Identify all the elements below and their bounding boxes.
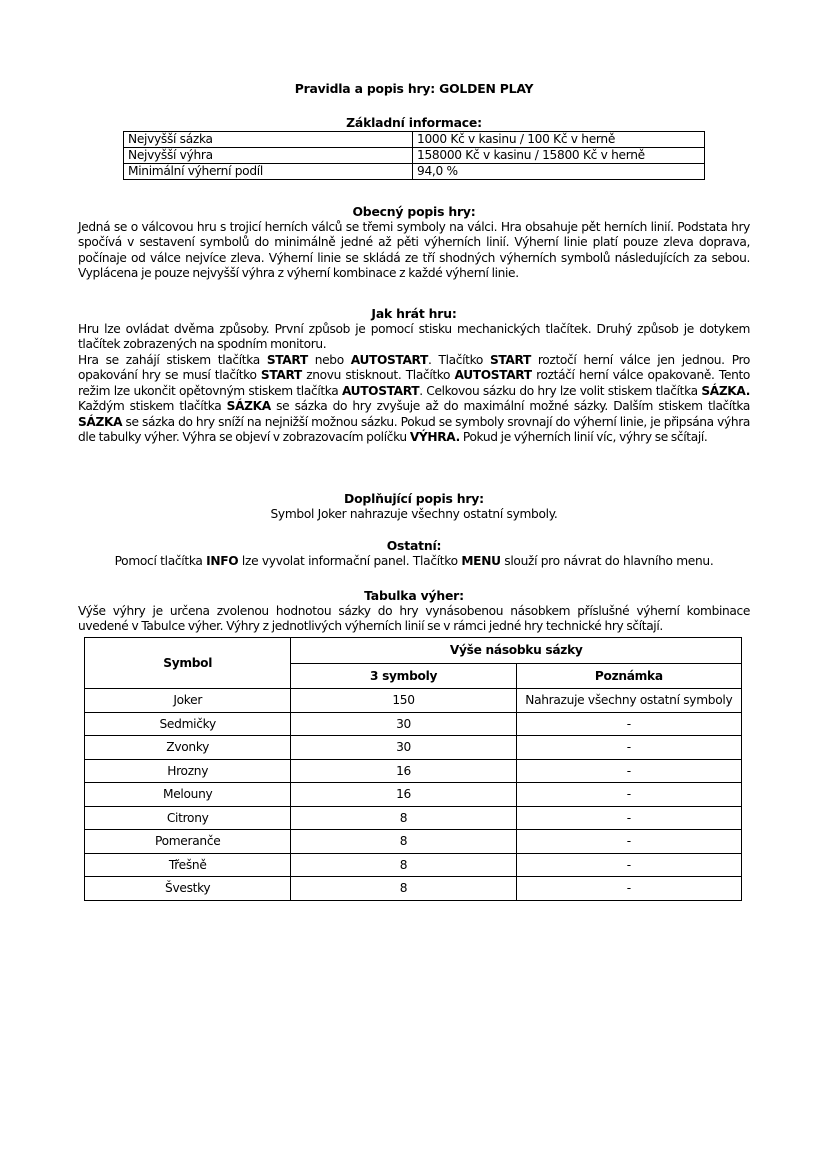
table-row xyxy=(85,736,742,760)
cell-note: - xyxy=(516,783,741,807)
cell-symbol: Švestky xyxy=(85,877,291,901)
basic-info-section xyxy=(78,115,750,180)
paytable-text: Výše výhry je určena zvolenou hodnotou sázky do hry vynásobenou násobkem příslušné výherní kombinace uvedené v Tabulce výher. Výhry z jednotlivých výherních linií se v rámci jedné hry technické hry sčítají. xyxy=(78,603,750,633)
cell-symbol: Sedmičky xyxy=(85,712,291,736)
how-to-play-section xyxy=(78,306,750,446)
cell-symbol: Třešně xyxy=(85,853,291,877)
table-row xyxy=(85,806,742,830)
other-text: Pomocí tlačítka INFO lze vyvolat informační panel. Tlačítko MENU slouží pro návrat do hlavního menu. xyxy=(114,553,714,568)
cell-note: - xyxy=(516,877,741,901)
header-symbol: Symbol xyxy=(85,638,291,689)
supplementary-text: Symbol Joker nahrazuje všechny ostatní symboly. xyxy=(270,506,558,521)
info-label: Nejvyšší sázka xyxy=(124,131,413,147)
cell-symbol: Pomeranče xyxy=(85,830,291,854)
cell-note: - xyxy=(516,736,741,760)
basic-info-heading: Základní informace: xyxy=(346,115,482,130)
cell-note: - xyxy=(516,853,741,877)
table-row xyxy=(85,830,742,854)
cell-note: - xyxy=(516,712,741,736)
other-section xyxy=(78,538,750,569)
cell-note: - xyxy=(516,806,741,830)
autostart-keyword: AUTOSTART xyxy=(350,352,428,367)
bet-keyword: SÁZKA xyxy=(78,414,123,429)
table-row xyxy=(85,853,742,877)
start-keyword: START xyxy=(266,352,308,367)
how-to-play-para-1: Hru lze ovládat dvěma způsoby. První způsob je pomocí stisku mechanických tlačítek. Druhý způsob je dotykem tlačítek zobrazených na spodním monitoru. xyxy=(78,321,750,351)
supplementary-heading: Doplňující popis hry: xyxy=(344,491,484,506)
info-value: 94,0 % xyxy=(413,163,705,179)
table-row xyxy=(124,147,705,163)
paytable-section xyxy=(78,588,750,635)
general-text: Jedná se o válcovou hru s trojicí herních válců se třemi symboly na válci. Hra obsahuje pět herních linií. Podstata hry spočívá v sestavení symbolů do minimálně jedné až pěti výherních linií. Výherní linie platí pouze zleva doprava, počínaje od válce nejvíce zleva. Výherní linie se skládá ze tří shodných výherních symbolů následujících za sebou. Vyplácena je pouze nejvyšší výhra z výherní kombinace z každé výherní linie. xyxy=(78,219,750,280)
cell-three: 8 xyxy=(291,806,516,830)
cell-three: 30 xyxy=(291,736,516,760)
document-title: Pravidla a popis hry: GOLDEN PLAY xyxy=(294,81,534,96)
paytable-heading: Tabulka výher: xyxy=(364,588,464,603)
how-to-play-heading: Jak hrát hru: xyxy=(371,306,457,321)
info-value: 1000 Kč v kasinu / 100 Kč v herně xyxy=(413,131,705,147)
basic-info-table xyxy=(123,131,705,180)
info-value: 158000 Kč v kasinu / 15800 Kč v herně xyxy=(413,147,705,163)
autostart-keyword: AUTOSTART xyxy=(341,383,420,398)
win-keyword: VÝHRA. xyxy=(409,430,460,444)
start-keyword: START xyxy=(489,352,531,367)
table-row xyxy=(124,163,705,179)
cell-symbol: Melouny xyxy=(85,783,291,807)
cell-symbol: Citrony xyxy=(85,806,291,830)
header-three-symbols: 3 symboly xyxy=(291,663,516,689)
cell-three: 8 xyxy=(291,853,516,877)
cell-note: - xyxy=(516,759,741,783)
cell-three: 16 xyxy=(291,783,516,807)
bet-keyword: SÁZKA xyxy=(226,399,271,413)
general-heading: Obecný popis hry: xyxy=(352,204,476,219)
info-label: Nejvyšší výhra xyxy=(124,147,413,163)
menu-keyword: MENU xyxy=(461,553,501,568)
cell-three: 30 xyxy=(291,712,516,736)
info-label: Minimální výherní podíl xyxy=(124,163,413,179)
start-keyword: START xyxy=(260,368,302,382)
general-section xyxy=(78,204,750,282)
paytable-header-row xyxy=(85,638,742,664)
cell-symbol: Joker xyxy=(85,689,291,713)
table-row xyxy=(124,131,705,147)
paytable xyxy=(84,637,742,901)
how-to-play-para-2: Hra se zahájí stiskem tlačítka START nebo AUTOSTART. Tlačítko START roztočí herní válce jen jednou. Pro opakování hry se musí tlačítko START znovu stisknout. Tlačítko AUTOSTART roztáčí herní válce opakovaně. Tento režim lze ukončit opětovným stiskem tlačítka AUTOSTART. Celkovou sázku do hry lze volit stiskem tlačítka SÁZKA. Každým stiskem tlačítka SÁZKA se sázka do hry zvyšuje až do maximální možné sázky. Dalším stiskem tlačítka SÁZKA se sázka do hry sníží na nejnižší možnou sázku. Pokud se symboly srovnají do výherní linie, je připsána výhra dle tabulky výher. Výhra se objeví v zobrazovacím políčku VÝHRA. Pokud je výherních linií víc, výhry se sčítají. xyxy=(78,352,751,444)
cell-note: - xyxy=(516,830,741,854)
info-keyword: INFO xyxy=(206,553,239,568)
cell-three: 150 xyxy=(291,689,516,713)
table-row xyxy=(85,712,742,736)
cell-note: Nahrazuje všechny ostatní symboly xyxy=(516,689,741,713)
cell-three: 8 xyxy=(291,877,516,901)
cell-symbol: Zvonky xyxy=(85,736,291,760)
table-row xyxy=(85,783,742,807)
supplementary-section xyxy=(78,491,750,522)
autostart-keyword: AUTOSTART xyxy=(454,368,532,382)
header-multiplier-group: Výše násobku sázky xyxy=(291,638,742,664)
table-row xyxy=(85,689,742,713)
cell-three: 16 xyxy=(291,759,516,783)
bet-keyword: SÁZKA. xyxy=(701,383,750,398)
table-row xyxy=(85,877,742,901)
cell-three: 8 xyxy=(291,830,516,854)
other-heading: Ostatní: xyxy=(386,538,442,553)
cell-symbol: Hrozny xyxy=(85,759,291,783)
header-note: Poznámka xyxy=(516,663,741,689)
table-row xyxy=(85,759,742,783)
